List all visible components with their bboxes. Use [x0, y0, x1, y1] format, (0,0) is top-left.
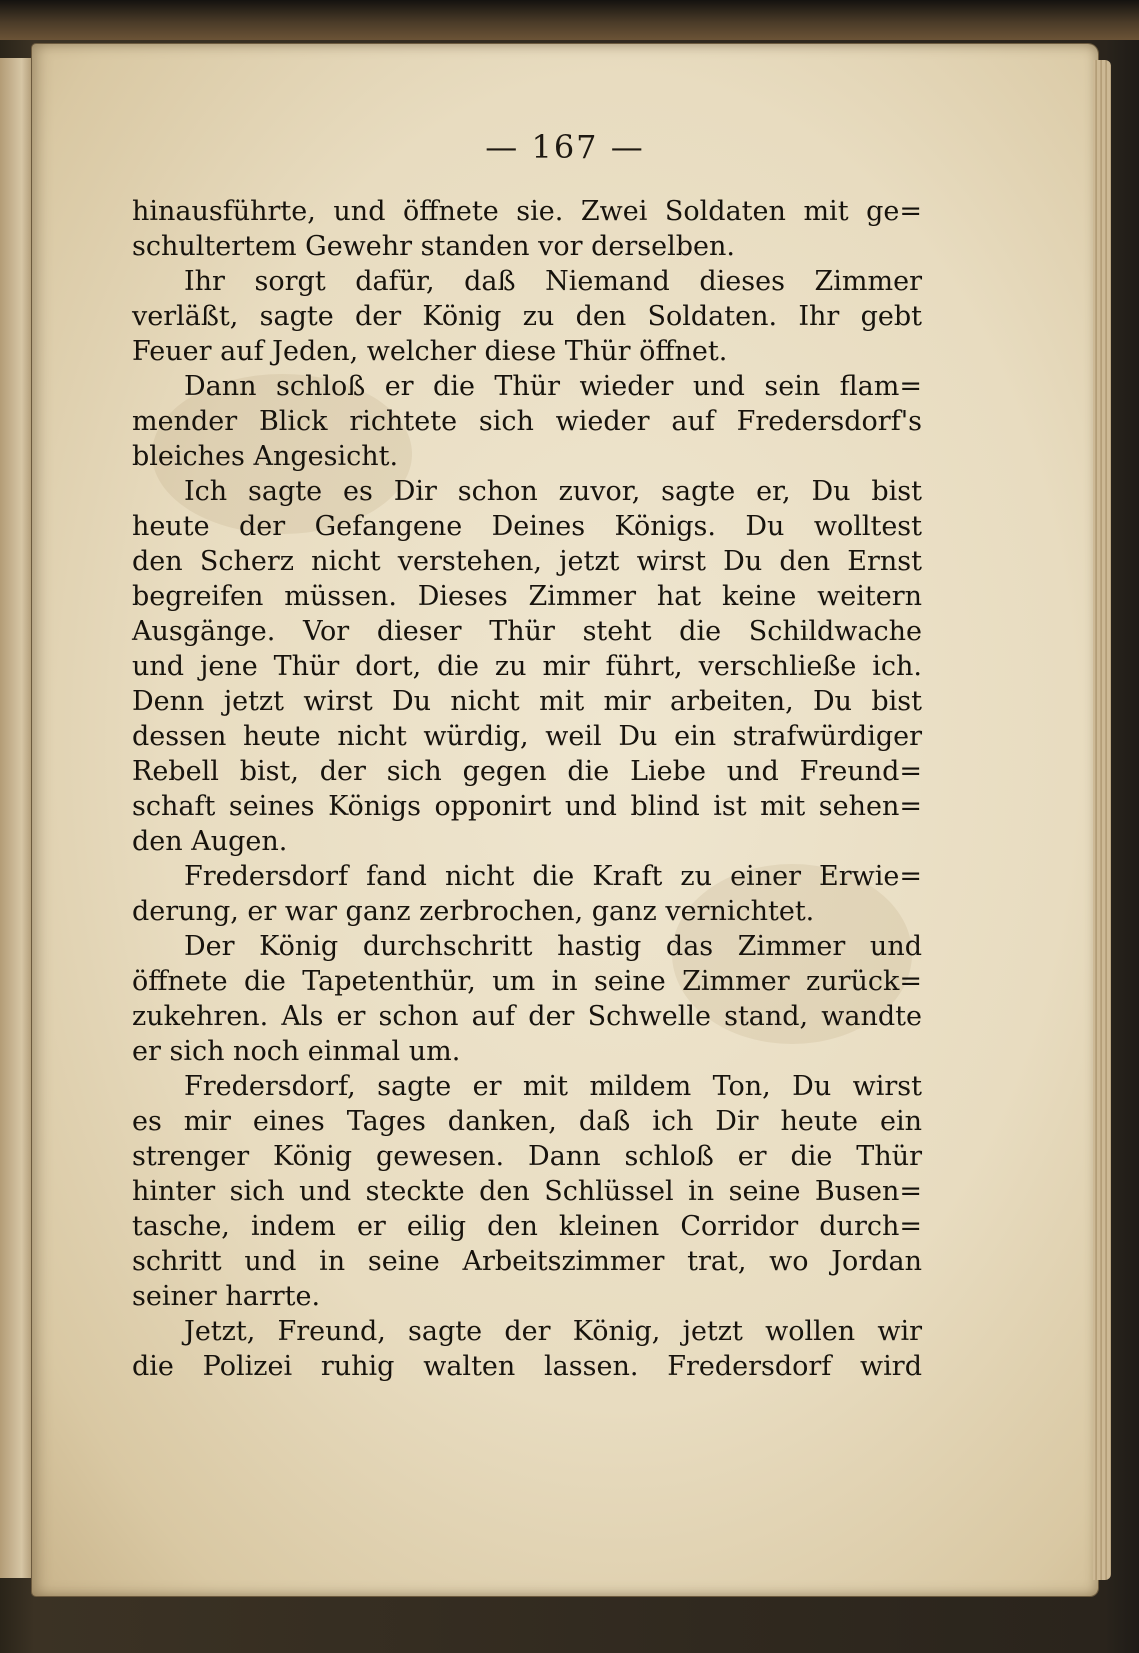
text-line: er sich noch einmal um.	[132, 1036, 461, 1067]
text-line: Feuer auf Jeden, welcher diese Thür öffnet.	[132, 336, 728, 367]
text-line: Der König durchschritt hastig das Zimmer und	[184, 931, 922, 962]
text-line: strenger König gewesen. Dann schloß er die Thür	[132, 1141, 922, 1172]
text-line: mender Blick richtete sich wieder auf Fredersdorf's	[132, 406, 922, 437]
text-line: Ich sagte es Dir schon zuvor, sagte er, Du bist	[184, 476, 922, 507]
text-line: tasche, indem er eilig den kleinen Corridor durch=	[132, 1211, 922, 1242]
text-line: Rebell bist, der sich gegen die Liebe und Freund=	[132, 756, 922, 787]
text-line: Dann schloß er die Thür wieder und sein flam=	[184, 371, 922, 402]
text-line: Ausgänge. Vor dieser Thür steht die Schildwache	[132, 616, 922, 647]
text-line: Fredersdorf fand nicht die Kraft zu einer Erwie=	[184, 861, 922, 892]
text-line: Denn jetzt wirst Du nicht mit mir arbeiten, Du bist	[132, 686, 922, 717]
text-line: derung, er war ganz zerbrochen, ganz vernichtet.	[132, 896, 815, 927]
text-line: Ihr sorgt dafür, daß Niemand dieses Zimmer	[184, 266, 922, 297]
page-stack-edges	[1093, 60, 1111, 1580]
text-line: bleiches Angesicht.	[132, 441, 399, 472]
book-cover-edge	[0, 0, 1139, 40]
text-line: es mir eines Tages danken, daß ich Dir heute ein	[132, 1106, 922, 1137]
text-line: öffnete die Tapetenthür, um in seine Zimmer zurück=	[132, 966, 922, 997]
text-line: den Scherz nicht verstehen, jetzt wirst Du den Ernst	[132, 546, 922, 577]
page-body-text	[132, 194, 922, 1384]
text-line: verläßt, sagte der König zu den Soldaten. Ihr gebt	[132, 301, 922, 332]
text-line: schaft seines Königs opponirt und blind ist mit sehen=	[132, 791, 922, 822]
text-line: zukehren. Als er schon auf der Schwelle stand, wandte	[132, 1001, 922, 1032]
text-line: Jetzt, Freund, sagte der König, jetzt wollen wir	[184, 1316, 922, 1347]
text-line: den Augen.	[132, 826, 288, 857]
page-number: — 167 —	[485, 128, 645, 166]
text-line: die Polizei ruhig walten lassen. Fredersdorf wird	[132, 1351, 922, 1382]
text-line: schultertem Gewehr standen vor derselben.	[132, 231, 735, 262]
book-page	[32, 44, 1098, 1596]
text-line: hinter sich und steckte den Schlüssel in seine Busen=	[132, 1176, 922, 1207]
text-line: heute der Gefangene Deines Königs. Du wolltest	[132, 511, 922, 542]
text-line: seiner harrte.	[132, 1281, 321, 1312]
text-line: hinausführte, und öffnete sie. Zwei Soldaten mit ge=	[132, 196, 922, 227]
text-line: dessen heute nicht würdig, weil Du ein strafwürdiger	[132, 721, 922, 752]
text-line: begreifen müssen. Dieses Zimmer hat keine weitern	[132, 581, 922, 612]
text-line: und jene Thür dort, die zu mir führt, verschließe ich.	[132, 651, 922, 682]
text-line: schritt und in seine Arbeitszimmer trat, wo Jordan	[132, 1246, 922, 1277]
text-line: Fredersdorf, sagte er mit mildem Ton, Du wirst	[184, 1071, 922, 1102]
